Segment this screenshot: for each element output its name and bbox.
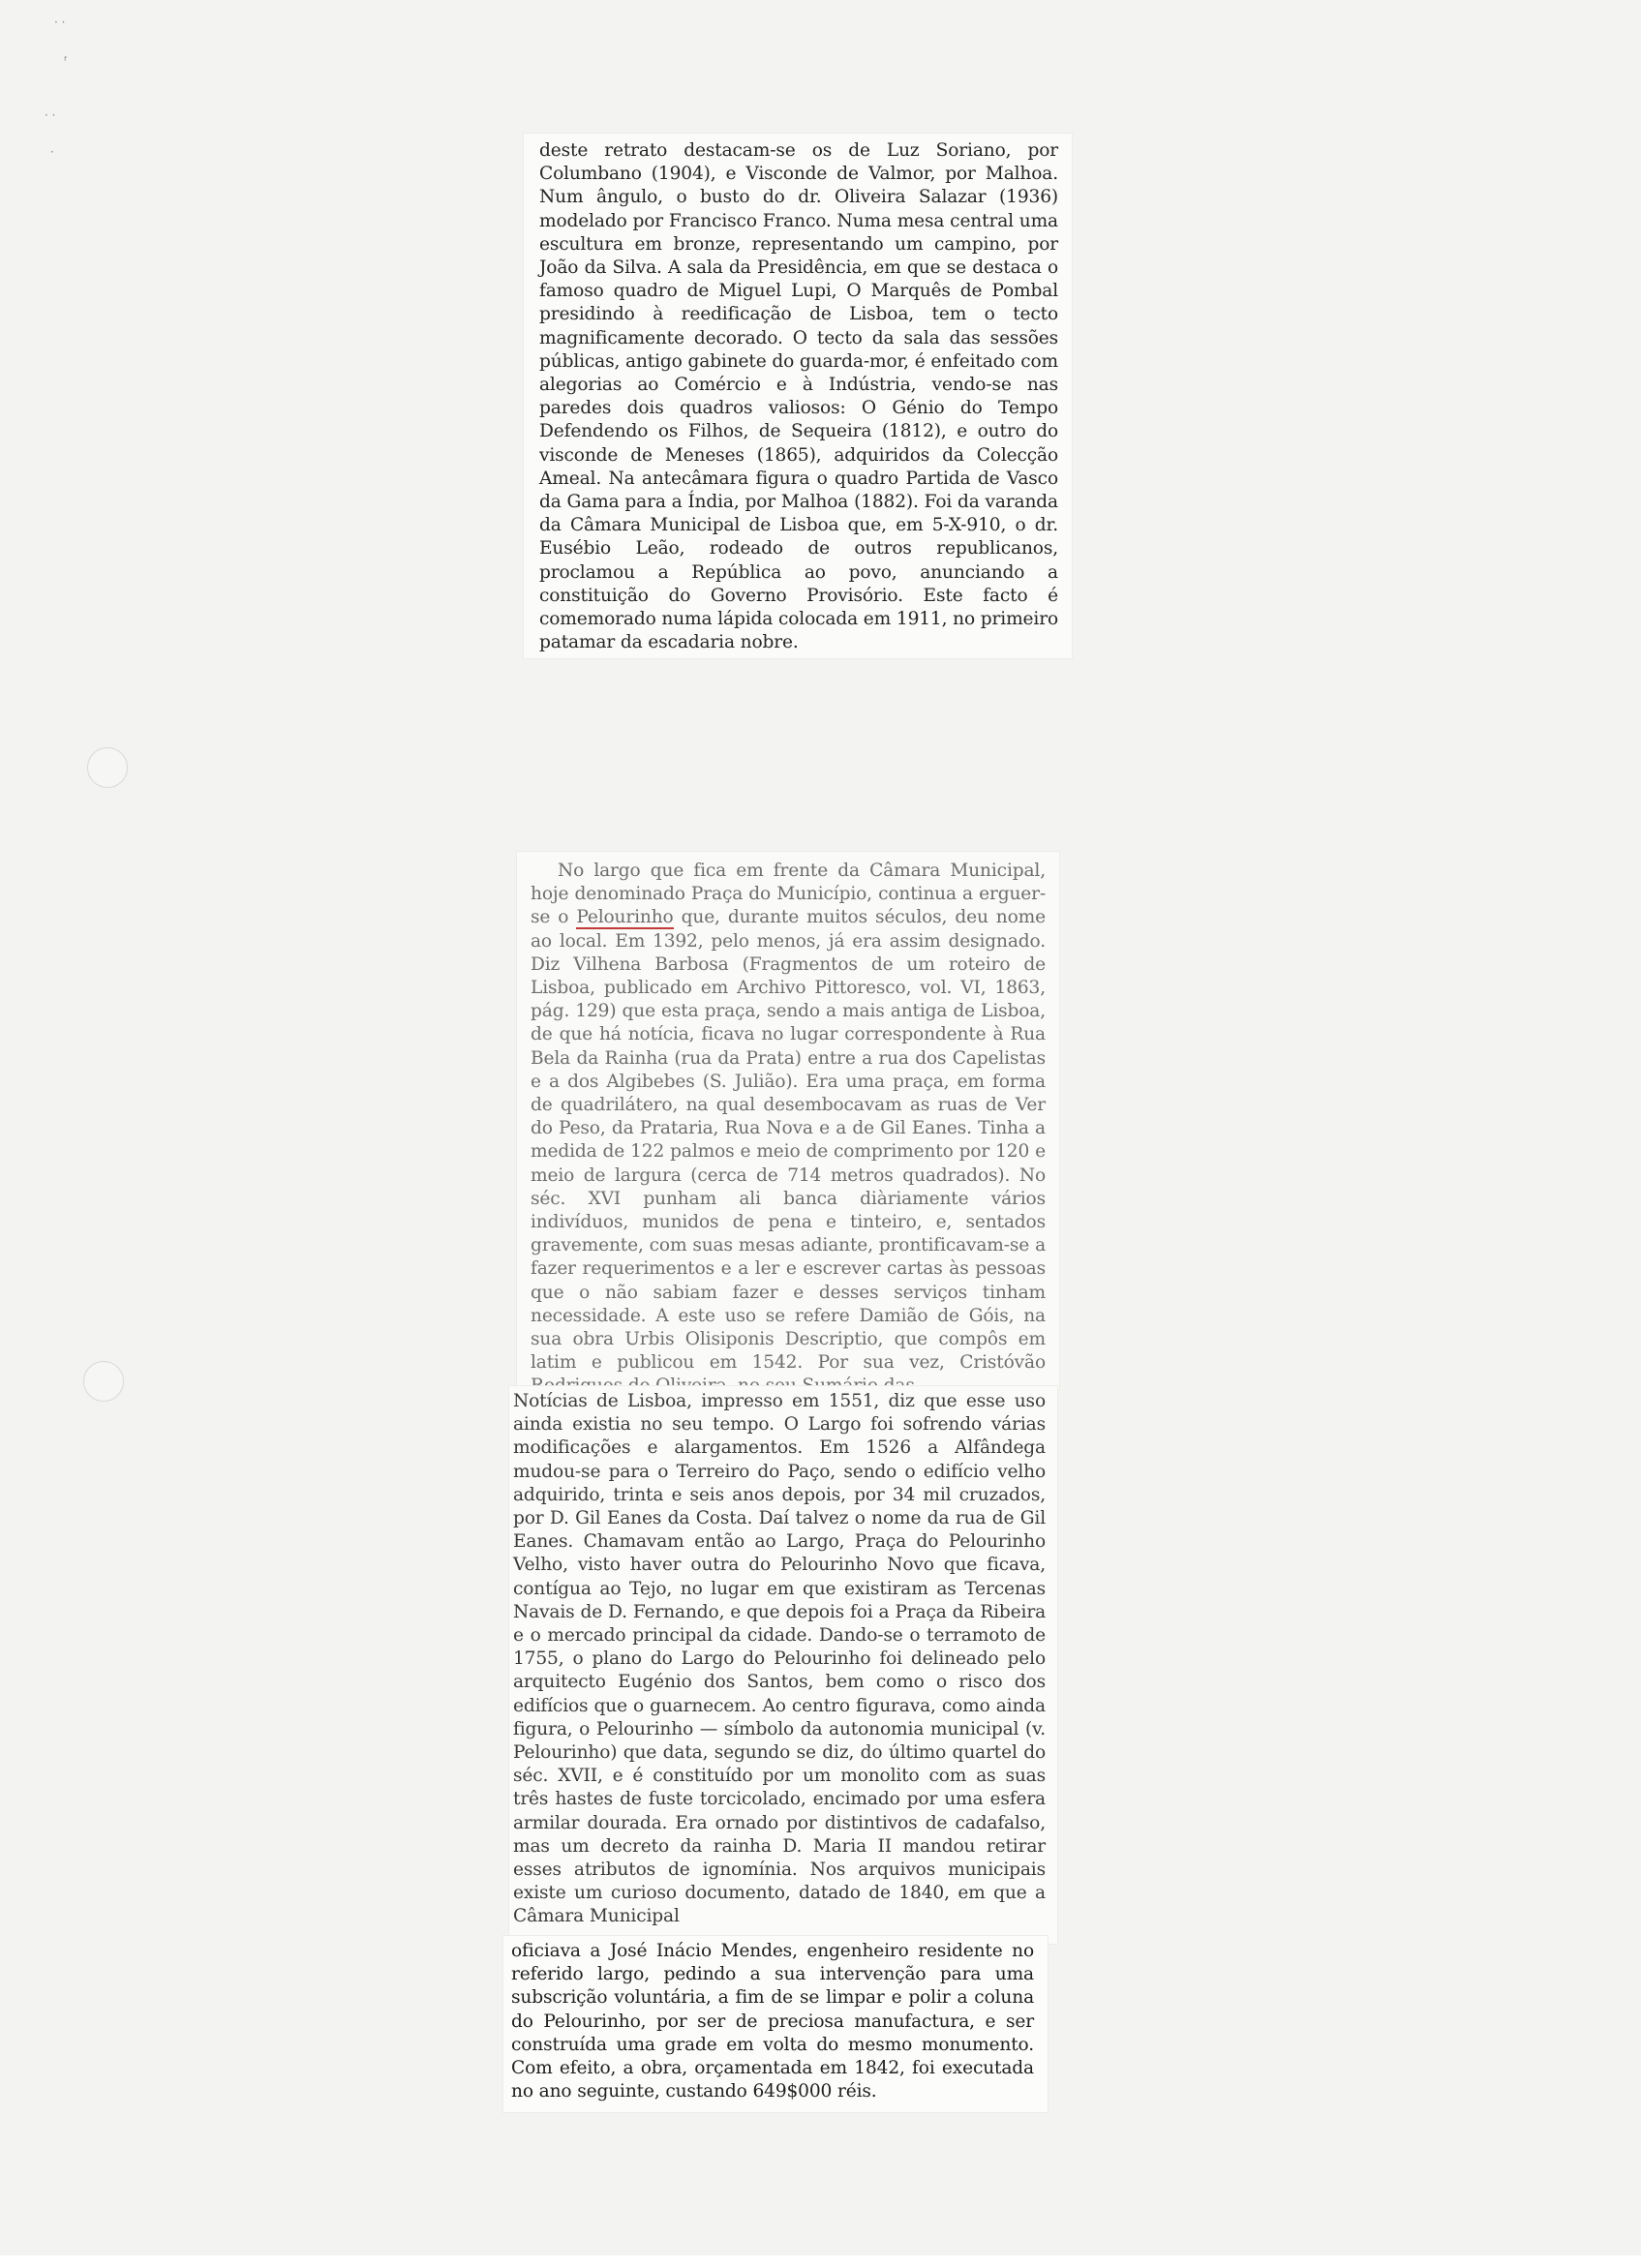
scan-speck: · [50,145,54,159]
scan-speck: ᶠ [64,54,68,68]
scan-speck: · · [45,108,56,122]
top-clipping-text: deste retrato destacam-se os de Luz Soriano, por Columbano (1904), e Visconde de Valmor, por Malhoa. Num ângulo, o busto do dr. Oliveira Salazar (1936) modelado por Francisco Franco. Numa mesa central uma escultura em bronze, representando um campino, por João da Silva. A sala da Presidência, em que se destaca o famoso quadro de Miguel Lupi, O Marquês de Pombal presidindo à reedificação de Lisboa, tem o tecto magnificamente decorado. O tecto da sala das sessões públicas, antigo gabinete do guarda-mor, é enfeitado com alegorias ao Comércio e à Indústria, vendo-se nas paredes dois quadros valiosos: O Génio do Tempo Defendendo os Filhos, de Sequeira (1812), e outro do visconde de Meneses (1865), adquiridos da Colecção Ameal. Na antecâmara figura o quadro Partida de Vasco da Gama para a Índia, por Malhoa (1882). Foi da varanda da Câmara Municipal de Lisboa que, em 5-X-910, o dr. Eusébio Leão, rodeado de outros republicanos, proclamou a República ao povo, anunciando a constituição do Governo Provisório. Este facto é comemorado numa lápida colocada em 1911, no primeiro patamar da escadaria nobre. [539,140,1058,653]
bottom-clipping-part-3 [503,1936,1048,2112]
bottom-clipping-text-3: oficiava a José Inácio Mendes, engenheiro residente no referido largo, pedindo a sua intervenção para uma subscrição voluntária, a fim de se limpar e polir a coluna do Pelourinho, por ser de preciosa manufactura, e ser construída uma grade em volta do mesmo monumento. Com efeito, a obra, orçamentada em 1842, foi executada no ano seguinte, custando 649$000 réis. [511,1941,1034,2102]
bottom-clipping-text-1 [531,860,1046,1399]
text-before-underline: No largo que fica em frente da Câmara Municipal, hoje denominado Praça do Município, continua a erguer-se o [531,861,1046,928]
text-after-underline: que, durante muitos séculos, deu nome ao local. Em 1392, pelo menos, já era assim designado. Diz Vilhena Barbosa (Fragmentos de um roteiro de Lisboa, publicado em Archivo Pittoresco, vol. VI, 1863, pág. 129) que esta praça, sendo a mais antiga de Lisboa, de que há notícia, ficava no lugar correspondente à Rua Bela da Rainha (rua da Prata) entre a rua dos Capelistas e a dos Algibebes (S. Julião). Era uma praça, em forma de quadrilátero, na qual desembocavam as ruas de Ver do Peso, da Prataria, Rua Nova e a de Gil Eanes. Tinha a medida de 122 palmos e meio de comprimento por 120 e meio de largura (cerca de 714 metros quadrados). No séc. XVI punham ali banca diàriamente vários indivíduos, munidos de pena e tinteiro, e, sentados gravemente, com suas mesas adiante, prontificavam-se a fazer requerimentos e a ler e escrever cartas às pessoas que o não sabiam fazer e desses serviços tinham necessidade. A este uso se refere Damião de Góis, na sua obra Urbis Olisiponis Descriptio, que compôs em latim e publicou em 1542. Por sua vez, Cristóvão [531,907,1046,1374]
bottom-clipping-part-1 [517,852,1059,1390]
bottom-clipping-text-2: Notícias de Lisboa, impresso em 1551, diz que esse uso ainda existia no seu tempo. O Largo foi sofrendo várias modificações e alargamentos. Em 1526 a Alfândega mudou-se para o Terreiro do Paço, sendo o edifício velho adquirido, trinta e seis anos depois, por 34 mil cruzados, por D. Gil Eanes da Costa. Daí talvez o nome da rua de Gil Eanes. Chamavam então ao Largo, Praça do Pelourinho Velho, visto haver outra do Pelourinho Novo que ficava, contígua ao Tejo, no lugar em que existiram as Tercenas Navais de D. Fernando, e que depois foi a Praça da Ribeira e o mercado principal da cidade. Dando-se o terramoto de 1755, o plano do Largo do Pelourinho foi delineado pelo arquitecto Eugénio dos Santos, bem como o risco dos edifícios que o guarnecem. Ao centro figurava, como ainda figura, o Pelourinho — símbolo da autonomia municipal (v. Pelourinho) que data, segundo se diz, do último quartel do séc. XVII, e é constituído por um monolito com as suas três hastes de fuste torcicolado, encimado por uma esfera armilar dourada. Era ornado por distintivos de cadafalso, mas um decreto da rainha D. Maria II mandou retirar esses atributos de ignomínia. Nos arquivos municipais existe um curioso documento, datado de 1840, em que a Câmara Municipal [513,1391,1046,1927]
top-clipping [524,134,1072,658]
underlined-word: Pelourinho [576,907,674,928]
scan-speck: · · [54,15,66,29]
punch-hole [83,1361,124,1402]
page-bottom-edge [0,2255,1641,2268]
bottom-clipping-part-2 [509,1386,1057,1944]
punch-hole [87,747,128,788]
